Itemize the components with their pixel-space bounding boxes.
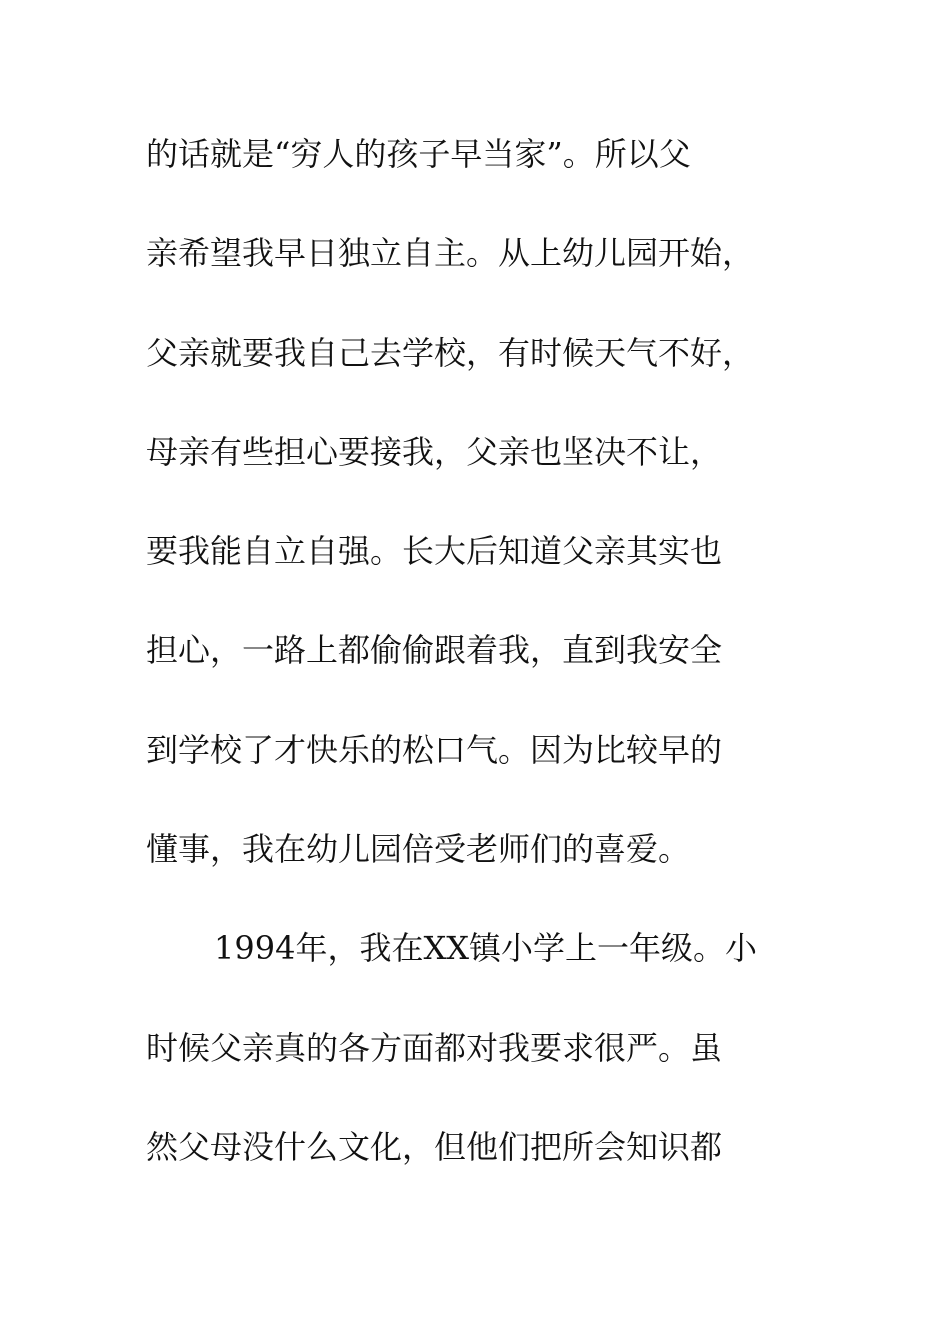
text-line-7: 到学校了才快乐的松口气。因为比较早的 — [146, 731, 723, 769]
text-line-3: 父亲就要我自己去学校，有时候天气不好， — [146, 334, 755, 372]
text-line-10: 时候父亲真的各方面都对我要求很严。虽 — [146, 1029, 723, 1067]
text-line-11: 然父母没什么文化，但他们把所会知识都 — [146, 1128, 723, 1166]
text-line-4: 母亲有些担心要接我，父亲也坚决不让， — [146, 433, 723, 471]
text-line-5: 要我能自立自强。长大后知道父亲其实也 — [146, 532, 723, 570]
text-line-8: 懂事，我在幼儿园倍受老师们的喜爱。 — [146, 830, 691, 868]
paragraph-start-line: 1994年，我在XX镇小学上一年级。小 — [214, 929, 758, 967]
text-line-1: 的话就是“穷人的孩子早当家”。所以父 — [146, 135, 691, 173]
text-line-6: 担心，一路上都偷偷跟着我，直到我安全 — [146, 631, 723, 669]
text-line-2: 亲希望我早日独立自主。从上幼儿园开始， — [146, 234, 755, 272]
